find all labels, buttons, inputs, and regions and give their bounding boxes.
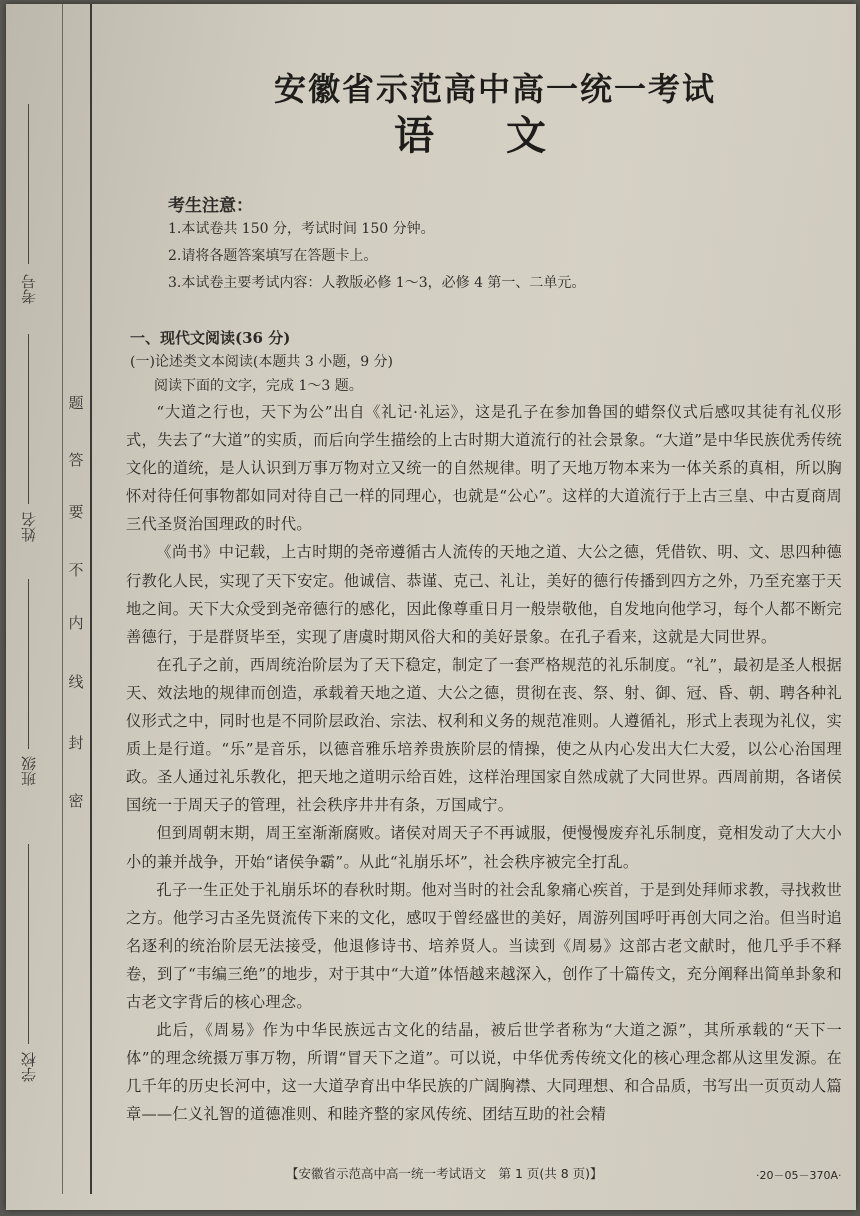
seal-char: 密	[68, 792, 84, 810]
passage-paragraph: 在孔子之前，西周统治阶层为了天下稳定，制定了一套严格规范的礼乐制度。“礼”，最初是圣人根据天、效法地的规律而创造，承载着天地之道、大公之德，贯彻在丧、祭、射、御、冠、昏、朝、聘各种礼仪形式之中，同时也是不同阶层政治、宗法、权利和义务的规范准则。人遵循礼，形式上表现为礼仪，实质上是行道。“乐”是音乐，以德音雅乐培养贵族阶层的情操，使之从内心发出大仁大爱，以公心治国理政。圣人通过礼乐教化，把天地之道明示给百姓，这样治理国家自然成就了大同世界。西周前期，各诸侯国统一于周天子的管理，社会秩序井井有条，万国咸宁。	[126, 655, 842, 815]
seal-char: 内	[68, 614, 84, 632]
exam-paper	[6, 4, 856, 1210]
name-line	[28, 334, 29, 504]
notice-item: 2.请将各题答案填写在答题卡上。	[168, 248, 378, 264]
exam-number-label: 考号	[20, 274, 38, 304]
passage-paragraph: “大道之行也，天下为公”出自《礼记·礼运》，这是孔子在参加鲁国的蜡祭仪式后感叹其徒有礼仪形式，失去了“大道”的实质，而后向学生描绘的上古时期大道流行的社会景象。“大道”是中华民族优秀传统文化的道统，是人认识到万事万物对立又统一的自然规律。明了天地万物本来为一体关系的真相，所以胸怀对待任何事物都如同对待自己一样的同理心，也就是“公心”。这样的大道流行于上古三皇、中古夏商周三代圣贤治国理政的时代。	[126, 403, 842, 534]
exam-code: ·20－05－370A·	[756, 1169, 842, 1182]
seal-char: 答	[68, 451, 84, 469]
school-line	[28, 844, 29, 1044]
page-footer: 【安徽省示范高中高一统一考试语文 第 1 页(共 8 页)】	[286, 1166, 603, 1181]
school-label: 学校	[20, 1052, 38, 1082]
seal-char: 线	[68, 673, 84, 691]
notice-item: 1.本试卷共 150 分，考试时间 150 分钟。	[168, 221, 435, 237]
reading-passage	[126, 398, 842, 1128]
class-line	[28, 579, 29, 749]
passage-paragraph: 但到周朝末期，周王室渐渐腐败。诸侯对周天子不再诚服，便慢慢废弃礼乐制度，竟相发动了大大小小的兼并战争，开始“诸侯争霸”。从此“礼崩乐坏”，社会秩序被完全打乱。	[126, 824, 842, 871]
passage-paragraph: 孔子一生正处于礼崩乐坏的春秋时期。他对当时的社会乱象痛心疾首，于是到处拜师求教，寻找救世之方。他学习古圣先贤流传下来的文化，感叹于曾经盛世的美好，周游列国呼吁再创大同之治。但当时追名逐利的统治阶层无法接受，他退修诗书、培养贤人。当读到《周易》这部古老文献时，他几乎手不释卷，到了“韦编三绝”的地步，对于其中“大道”体悟越来越深入，创作了十篇传文，充分阐释出简单卦象和古老文字背后的核心理念。	[126, 880, 842, 1011]
reading-instruction: 阅读下面的文字，完成 1～3 题。	[154, 378, 363, 394]
class-label: 班级	[20, 756, 38, 786]
exam-number-line	[28, 104, 29, 264]
binding-border-line	[90, 4, 92, 1194]
notice-item: 3.本试卷主要考试内容：人教版必修 1～3，必修 4 第一、二单元。	[168, 275, 586, 291]
seal-char: 要	[68, 503, 84, 521]
passage-paragraph: 此后，《周易》作为中华民族远古文化的结晶，被后世学者称为“大道之源”，其所承载的“天下一体”的理念统摄万事万物，所谓“冒天下之道”。可以说，中华优秀传统文化的核心理念都从这里发源。在几千年的历史长河中，这一大道孕育出中华民族的广阔胸襟、大同理想、和合品质，书写出一页页动人篇章——仁义礼智的道德准则、和睦齐整的家风传统、团结互助的社会精	[126, 1021, 842, 1124]
exam-title: 安徽省示范高中高一统一考试	[274, 70, 717, 108]
subsection-heading: (一)论述类文本阅读(本题共 3 小题，9 分)	[130, 354, 394, 370]
notice-heading: 考生注意：	[168, 196, 253, 216]
seal-char: 不	[68, 561, 84, 579]
margin-rule-line	[62, 4, 63, 1194]
subject-title: 语文	[394, 112, 618, 159]
section-heading: 一、现代文阅读(36 分)	[130, 329, 291, 347]
name-label: 姓名	[20, 512, 38, 542]
seal-char: 题	[68, 394, 84, 412]
binding-margin	[6, 4, 94, 1210]
passage-paragraph: 《尚书》中记载，上古时期的尧帝遵循古人流传的天地之道、大公之德，凭借钦、明、文、思四种德行教化人民，实现了天下安定。他诚信、恭谨、克己、礼让，美好的德行传播到四方之外，乃至充塞于天地之间。天下大众受到尧帝德行的感化，因此像尊重日月一般崇敬他，自发地向他学习，每个人都不断完善德行，于是群贤毕至，实现了唐虞时期风俗大和的美好景象。在孔子看来，这就是大同世界。	[126, 543, 842, 646]
seal-char: 封	[68, 734, 84, 752]
